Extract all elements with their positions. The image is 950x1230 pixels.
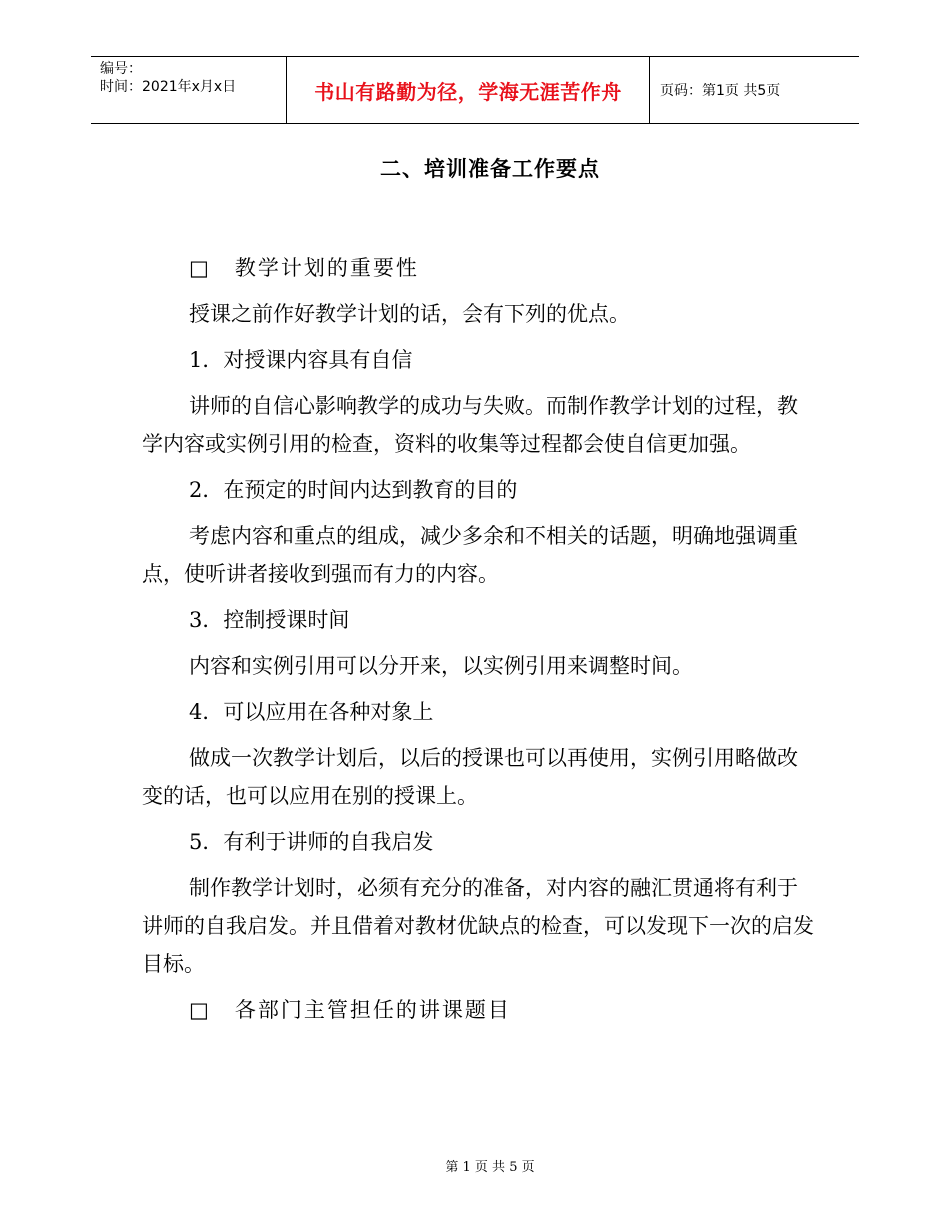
item-3-body: 内容和实例引用可以分开来，以实例引用来调整时间。	[189, 654, 693, 678]
item-3-title: 3．控制授课时间	[189, 608, 350, 632]
intro-paragraph: 授课之前作好教学计划的话，会有下列的优点。	[189, 302, 630, 326]
page-footer: 第 1 页 共 5 页	[445, 1160, 535, 1175]
item-4-body: 做成一次教学计划后，以后的授课也可以再使用，实例引用略做改变的话，也可以应用在别的授课上。	[142, 746, 798, 808]
motto: 书山有路勤为径，学海无涯苦作舟	[287, 57, 650, 123]
checkbox-icon: □	[189, 256, 209, 280]
section-heading-2	[142, 991, 814, 1029]
number-label: 编号：	[100, 61, 142, 77]
time-label: 时间：2021年x月x日	[100, 79, 237, 95]
item-5-title: 5．有利于讲师的自我启发	[189, 830, 434, 854]
item-2-title: 2．在预定的时间内达到教育的目的	[189, 478, 518, 502]
section-heading-text: 各部门主管担任的讲课题目	[234, 998, 511, 1022]
document-body	[142, 249, 814, 1037]
document-header	[91, 56, 859, 124]
item-1-title: 1．对授课内容具有自信	[189, 348, 413, 372]
header-page-info: 页码：第1页 共5页	[660, 83, 781, 99]
item-2-body: 考虑内容和重点的组成，减少多余和不相关的话题，明确地强调重点，使听讲者接收到强而有力的内容。	[142, 524, 798, 586]
item-4-title: 4．可以应用在各种对象上	[189, 700, 434, 724]
section-heading-1	[142, 249, 814, 287]
item-5-body: 制作教学计划时，必须有充分的准备，对内容的融汇贯通将有利于讲师的自我启发。并且借着对教材优缺点的检查，可以发现下一次的启发目标。	[142, 876, 814, 976]
header-meta-cell	[91, 57, 287, 123]
item-1-body: 讲师的自信心影响教学的成功与失败。而制作教学计划的过程，教学内容或实例引用的检查，资料的收集等过程都会使自信更加强。	[142, 394, 798, 456]
checkbox-icon: □	[189, 998, 209, 1022]
page-title: 二、培训准备工作要点	[380, 157, 600, 181]
section-heading-text: 教学计划的重要性	[234, 256, 419, 280]
